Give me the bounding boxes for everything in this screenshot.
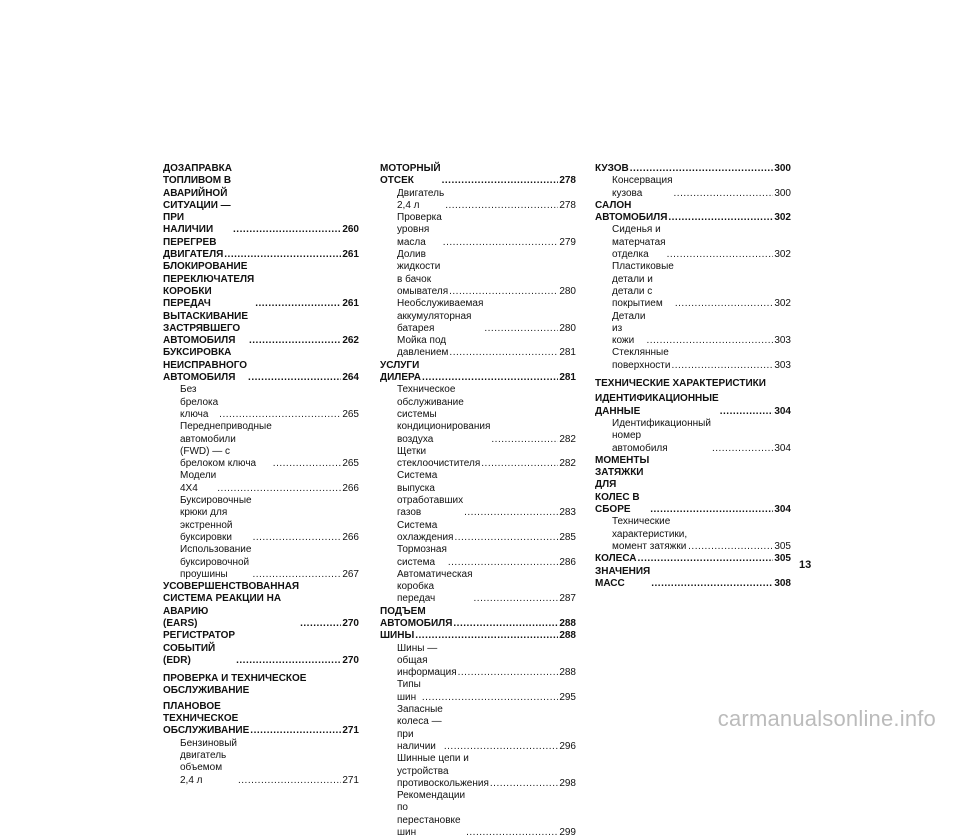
toc-column-2 xyxy=(380,163,576,839)
toc-page-number: 305 xyxy=(774,540,791,552)
dot-leader xyxy=(484,323,558,335)
dot-leader xyxy=(273,458,342,470)
toc-page-number: 302 xyxy=(774,298,791,310)
dot-leader xyxy=(219,409,341,421)
toc-subentry[interactable] xyxy=(595,347,791,372)
dot-leader xyxy=(464,507,558,519)
toc-page-number: 303 xyxy=(774,335,791,347)
toc-subentry[interactable] xyxy=(380,569,576,606)
toc-entry-title: Детали из кожи xyxy=(612,310,646,347)
toc-entry-title: КУЗОВ xyxy=(595,163,629,174)
dot-leader xyxy=(630,163,774,175)
toc-subentry[interactable] xyxy=(380,520,576,545)
toc-entry-title: РЕГИСТРАТОР СОБЫТИЙ (EDR) xyxy=(163,630,236,666)
dot-leader xyxy=(422,372,558,384)
dot-leader xyxy=(443,237,559,249)
toc-entry-title: Техническое обслуживание системы кондиционирования воздуха xyxy=(397,384,491,445)
dot-leader xyxy=(250,725,341,737)
toc-page-number: 281 xyxy=(559,372,576,384)
toc-entry-title: Типы шин xyxy=(397,679,421,703)
dot-leader xyxy=(217,483,341,495)
dot-leader xyxy=(671,360,773,372)
toc-page-number: 295 xyxy=(559,691,576,703)
dot-leader xyxy=(453,618,558,630)
toc-entry-title: Автоматическая коробка передач xyxy=(397,568,473,605)
dot-leader xyxy=(466,827,558,839)
toc-subentry[interactable] xyxy=(380,704,576,753)
dot-leader xyxy=(712,443,773,455)
toc-chapter-entry[interactable] xyxy=(380,606,576,631)
toc-chapter-entry[interactable] xyxy=(163,630,359,667)
toc-subentry[interactable] xyxy=(380,643,576,680)
toc-page-number: 302 xyxy=(774,212,791,224)
toc-page-number: 280 xyxy=(559,322,576,334)
toc-subentry[interactable] xyxy=(163,421,359,470)
toc-page-number: 298 xyxy=(559,777,576,789)
toc-entry-title: Двигатель 2,4 л xyxy=(397,187,445,211)
toc-chapter-entry[interactable] xyxy=(380,630,576,642)
toc-chapter-entry[interactable] xyxy=(163,347,359,384)
toc-subentry[interactable] xyxy=(380,544,576,569)
toc-page-number: 304 xyxy=(774,405,791,417)
toc-subentry[interactable] xyxy=(380,470,576,519)
dot-leader xyxy=(415,630,558,642)
toc-entry-title: ДОЗАПРАВКА ТОПЛИВОМ В АВАРИЙНОЙ СИТУАЦИИ — ПРИ НАЛИЧИИ xyxy=(163,163,233,236)
toc-entry-title: БЛОКИРОВАНИЕ ПЕРЕКЛЮЧАТЕЛЯ КОРОБКИ ПЕРЕДАЧ xyxy=(163,261,255,310)
toc-page-number: 299 xyxy=(559,827,576,839)
toc-page-number: 288 xyxy=(559,667,576,679)
dot-leader xyxy=(445,200,558,212)
toc-chapter-entry[interactable] xyxy=(595,163,791,175)
dot-leader xyxy=(238,775,341,787)
dot-leader xyxy=(248,372,341,384)
toc-page-number: 267 xyxy=(342,568,359,580)
toc-entry-title: ИДЕНТИФИКАЦИОННЫЕ ДАННЫЕ xyxy=(595,393,719,417)
toc-subentry[interactable] xyxy=(595,261,791,310)
toc-chapter-entry[interactable] xyxy=(163,237,359,262)
toc-subentry[interactable] xyxy=(595,311,791,348)
toc-entry-title: Тормозная система xyxy=(397,544,447,568)
toc-entry-title: Технические характеристики, момент затяжки xyxy=(612,516,688,552)
toc-chapter-entry[interactable] xyxy=(163,311,359,348)
dot-leader xyxy=(252,569,341,581)
dot-leader xyxy=(249,335,341,347)
toc-page-number: 281 xyxy=(559,347,576,359)
toc-subentry[interactable] xyxy=(380,335,576,360)
toc-page-number: 271 xyxy=(342,774,359,786)
toc-page-number: 266 xyxy=(342,531,359,543)
toc-entry-title: ВЫТАСКИВАНИЕ ЗАСТРЯВШЕГО АВТОМОБИЛЯ xyxy=(163,310,248,347)
toc-subentry[interactable] xyxy=(163,738,359,787)
toc-chapter-entry[interactable] xyxy=(163,163,359,237)
dot-leader xyxy=(300,618,341,630)
toc-page-number: 260 xyxy=(342,224,359,236)
toc-chapter-entry[interactable] xyxy=(380,360,576,385)
toc-subentry[interactable] xyxy=(595,418,791,455)
toc-chapter-entry[interactable] xyxy=(595,393,791,418)
toc-entry-title: Рекомендации по перестановке шин xyxy=(397,790,466,839)
watermark: carmanualsonline.info xyxy=(717,706,936,731)
toc-page-number: 278 xyxy=(559,175,576,187)
dot-leader xyxy=(458,667,559,679)
dot-leader xyxy=(674,188,774,200)
dot-leader xyxy=(422,692,558,704)
toc-entry-title: Щетки стеклоочистителя xyxy=(397,445,481,470)
toc-section-heading: ПРОВЕРКА И ТЕХНИЧЕСКОЕ ОБСЛУЖИВАНИЕ xyxy=(163,673,307,697)
dot-leader xyxy=(224,249,341,261)
toc-page-number: 303 xyxy=(774,359,791,371)
toc-entry-title: Буксировочные крюки для экстренной буксировки xyxy=(180,495,252,543)
toc-entry-title: Мойка под давлением xyxy=(397,335,449,359)
toc-entry-title: Модели 4X4 xyxy=(180,470,217,494)
toc-page-number: 296 xyxy=(559,740,576,752)
toc-entry-title: БУКСИРОВКА НЕИСПРАВНОГО АВТОМОБИЛЯ xyxy=(163,347,248,384)
dot-leader xyxy=(650,504,773,516)
toc-subentry[interactable] xyxy=(595,516,791,553)
toc-subentry[interactable] xyxy=(380,249,576,298)
toc-entry-title: КОЛЕСА xyxy=(595,553,637,565)
toc-subentry[interactable] xyxy=(380,790,576,839)
toc-page-number: 305 xyxy=(774,553,791,565)
toc-chapter-entry[interactable] xyxy=(595,200,791,225)
toc-entry-title: ПЕРЕГРЕВ ДВИГАТЕЛЯ xyxy=(163,236,224,261)
toc-page-number: 280 xyxy=(559,285,576,297)
toc-entry-title: Консервация кузова xyxy=(612,175,673,199)
toc-page-number: 308 xyxy=(774,577,791,589)
toc-subentry[interactable] xyxy=(163,544,359,581)
toc-page-number: 304 xyxy=(774,504,791,516)
toc-column-3 xyxy=(595,163,791,590)
toc-column-1 xyxy=(163,163,359,787)
toc-page-number: 285 xyxy=(559,531,576,543)
toc-entry-title: Сиденья и матерчатая отделка xyxy=(612,224,666,261)
dot-leader xyxy=(449,286,558,298)
toc-subentry[interactable] xyxy=(380,188,576,213)
toc-subentry[interactable] xyxy=(163,384,359,421)
toc-entry-title: Проверка уровня масла xyxy=(397,212,442,248)
toc-entry-title: Шины — общая информация xyxy=(397,642,457,679)
page-number: 13 xyxy=(799,559,812,571)
toc-chapter-entry[interactable] xyxy=(380,163,576,188)
toc-entry-title: Необслуживаемая аккумуляторная батарея xyxy=(397,298,484,334)
toc-page-number: 300 xyxy=(774,187,791,199)
toc-entry-title: Использование буксировочной проушины xyxy=(180,544,252,580)
toc-page-number: 300 xyxy=(774,163,791,174)
toc-page-number: 302 xyxy=(774,249,791,261)
dot-leader xyxy=(651,578,773,590)
toc-entry-title: Идентификационный номер автомобиля xyxy=(612,417,711,454)
toc-subentry[interactable] xyxy=(380,446,576,471)
toc-page-number: 271 xyxy=(342,725,359,737)
dot-leader xyxy=(675,298,773,310)
toc-chapter-entry[interactable] xyxy=(163,701,359,738)
dot-leader xyxy=(454,532,558,544)
toc-entry-title: Переднеприводные автомобили (FWD) — с брелоком ключа xyxy=(180,421,272,470)
toc-section-heading: ТЕХНИЧЕСКИЕ ХАРАКТЕРИСТИКИ xyxy=(595,378,766,390)
toc-chapter-entry[interactable] xyxy=(595,566,791,591)
dot-leader xyxy=(474,593,559,605)
toc-page-number: 262 xyxy=(342,335,359,347)
toc-subentry[interactable] xyxy=(380,212,576,249)
toc-page-number: 283 xyxy=(559,507,576,519)
toc-entry-title: Без брелока ключа xyxy=(180,384,219,420)
dot-leader xyxy=(490,778,558,790)
toc-page-number: 279 xyxy=(559,236,576,248)
dot-leader xyxy=(646,335,773,347)
dot-leader xyxy=(668,212,773,224)
toc-entry-title: САЛОН АВТОМОБИЛЯ xyxy=(595,199,668,224)
dot-leader xyxy=(444,741,558,753)
dot-leader xyxy=(236,655,341,667)
toc-entry-title: Система охлаждения xyxy=(397,519,454,543)
toc-entry-title: МОМЕНТЫ ЗАТЯЖКИ ДЛЯ КОЛЕС В СБОРЕ xyxy=(595,454,650,516)
dot-leader xyxy=(448,557,558,569)
toc-entry-title: Система выпуска отработавших газов xyxy=(397,470,464,519)
dot-leader xyxy=(253,532,342,544)
dot-leader xyxy=(481,458,558,470)
dot-leader xyxy=(688,541,773,553)
toc-page-number: 286 xyxy=(559,556,576,568)
toc-subentry[interactable] xyxy=(380,753,576,790)
toc-page-number: 288 xyxy=(559,617,576,629)
toc-entry-title: Запасные колеса — при наличии xyxy=(397,704,443,752)
toc-page-number: 270 xyxy=(342,617,359,629)
toc-entry-title: ПОДЪЕМ АВТОМОБИЛЯ xyxy=(380,605,453,629)
toc-page-number: 265 xyxy=(342,458,359,470)
dot-leader xyxy=(638,553,774,565)
toc-chapter-entry[interactable] xyxy=(163,261,359,310)
toc-page-number: 287 xyxy=(559,593,576,605)
toc-subentry[interactable] xyxy=(380,679,576,704)
toc-page-number: 264 xyxy=(342,372,359,384)
toc-entry-title: ШИНЫ xyxy=(380,630,415,642)
toc-page-number: 278 xyxy=(559,199,576,211)
toc-entry-title: Долив жидкости в бачок омывателя xyxy=(397,249,449,297)
toc-page-number: 304 xyxy=(774,442,791,454)
toc-page-number: 261 xyxy=(342,249,359,261)
toc-page-number: 261 xyxy=(342,298,359,310)
dot-leader xyxy=(233,224,341,236)
toc-entry-title: ЗНАЧЕНИЯ МАСС xyxy=(595,565,651,589)
toc-subentry[interactable] xyxy=(595,224,791,261)
toc-entry-title: УСЛУГИ ДИЛЕРА xyxy=(380,359,422,384)
dot-leader xyxy=(442,175,559,187)
dot-leader xyxy=(720,406,774,418)
toc-page-number: 266 xyxy=(342,482,359,494)
toc-subentry[interactable] xyxy=(380,384,576,445)
dot-leader xyxy=(491,434,558,446)
toc-chapter-entry[interactable] xyxy=(595,455,791,516)
toc-page-number: 270 xyxy=(342,654,359,666)
toc-page-number: 282 xyxy=(559,458,576,470)
toc-entry-title: Бензиновый двигатель объемом 2,4 л xyxy=(180,737,237,786)
toc-entry-title: Стеклянные поверхности xyxy=(612,347,671,371)
toc-entry-title: Шинные цепи и устройства противоскольжения xyxy=(397,753,489,789)
dot-leader xyxy=(255,298,341,310)
toc-page-number: 288 xyxy=(559,630,576,642)
toc-chapter-entry[interactable] xyxy=(163,581,359,630)
toc-page-number: 265 xyxy=(342,408,359,420)
toc-subentry[interactable] xyxy=(380,298,576,335)
dot-leader xyxy=(667,249,774,261)
toc-subentry[interactable] xyxy=(163,470,359,495)
toc-chapter-entry[interactable] xyxy=(595,553,791,565)
toc-subentry[interactable] xyxy=(595,175,791,200)
toc-entry-title: Пластиковые детали и детали с покрытием xyxy=(612,261,674,310)
toc-entry-title: МОТОРНЫЙ ОТСЕК xyxy=(380,163,441,187)
toc-entry-title: ПЛАНОВОЕ ТЕХНИЧЕСКОЕ ОБСЛУЖИВАНИЕ xyxy=(163,700,250,737)
toc-subentry[interactable] xyxy=(163,495,359,544)
toc-page-number: 282 xyxy=(559,433,576,445)
toc-entry-title: УСОВЕРШЕНСТВОВАННАЯ СИСТЕМА РЕАКЦИИ НА АВАРИЮ (EARS) xyxy=(163,581,300,629)
dot-leader xyxy=(449,347,558,359)
